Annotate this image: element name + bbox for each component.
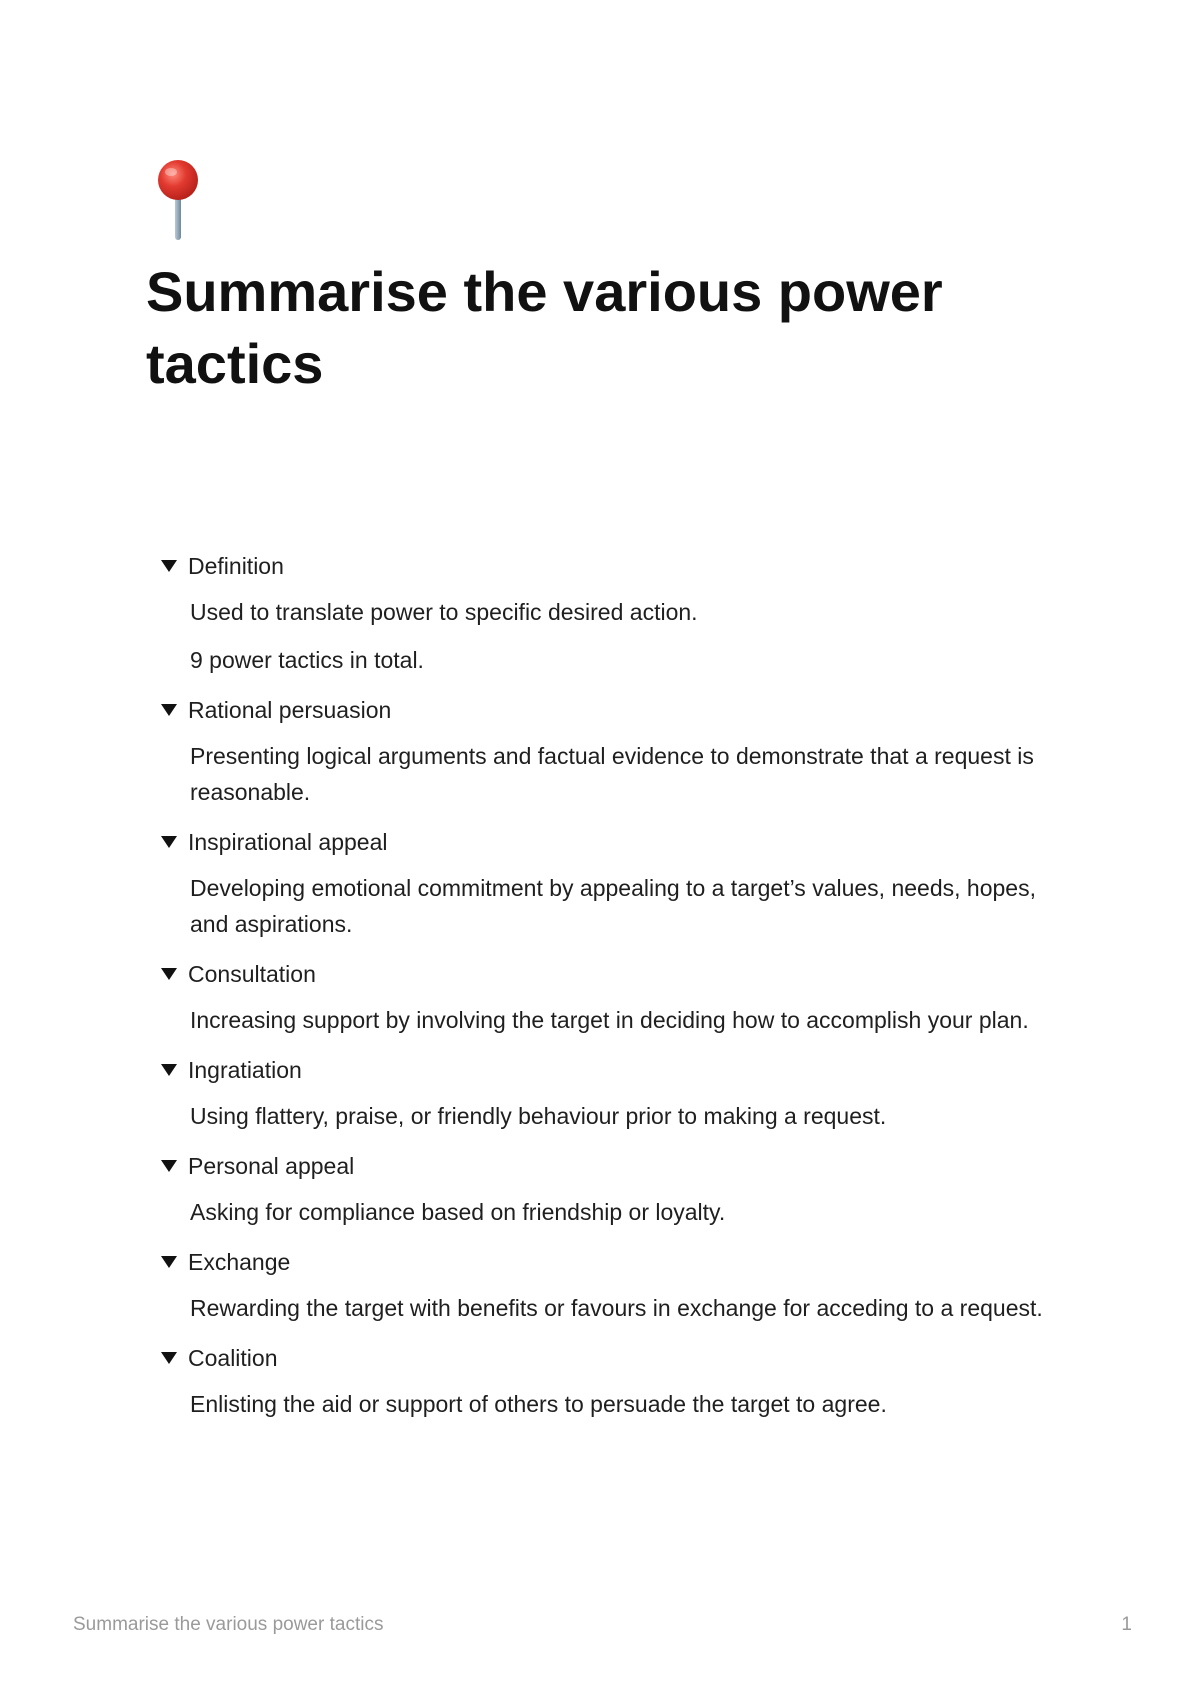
toggle-block xyxy=(160,1244,1080,1326)
toggle-content xyxy=(160,992,1080,1038)
toggle-paragraph: Enlisting the aid or support of others to persuade the target to agree. xyxy=(190,1391,887,1417)
toggle-block xyxy=(160,692,1080,810)
toggle-paragraph: Using flattery, praise, or friendly behaviour prior to making a request. xyxy=(190,1103,887,1129)
toggle-header[interactable] xyxy=(160,1052,1080,1088)
toggle-block xyxy=(160,1052,1080,1134)
page-title: Summarise the various power tactics xyxy=(146,260,943,395)
toggle-label: Rational persuasion xyxy=(188,697,392,723)
triangle-down-icon[interactable] xyxy=(160,548,188,584)
toggle-block xyxy=(160,548,1080,678)
toggle-header[interactable] xyxy=(160,1340,1080,1376)
toggle-header[interactable] xyxy=(160,824,1080,860)
toggle-paragraph: 9 power tactics in total. xyxy=(190,647,424,673)
triangle-down-icon[interactable] xyxy=(160,1052,188,1088)
triangle-down-icon[interactable] xyxy=(160,1244,188,1280)
toggle-paragraph: Increasing support by involving the target in deciding how to accomplish your plan. xyxy=(190,1007,1029,1033)
toggle-paragraph: Rewarding the target with benefits or favours in exchange for acceding to a request. xyxy=(190,1295,1043,1321)
toggle-block xyxy=(160,1148,1080,1230)
toggle-paragraph: Presenting logical arguments and factual evidence to demonstrate that a request is reasonable. xyxy=(190,743,1034,805)
pushpin-icon xyxy=(158,158,218,242)
toggle-header[interactable] xyxy=(160,548,1080,584)
toggle-content xyxy=(160,1088,1080,1134)
toggle-content xyxy=(160,860,1080,942)
toggle-paragraph: Developing emotional commitment by appealing to a target’s values, needs, hopes, and aspirations. xyxy=(190,875,1036,937)
toggle-content xyxy=(160,1184,1080,1230)
toggle-label: Inspirational appeal xyxy=(188,829,388,855)
toggle-content xyxy=(160,1376,1080,1422)
toggle-label: Exchange xyxy=(188,1249,291,1275)
toggle-list xyxy=(160,548,1080,1436)
toggle-label: Personal appeal xyxy=(188,1153,355,1179)
toggle-block xyxy=(160,1340,1080,1422)
triangle-down-icon[interactable] xyxy=(160,1148,188,1184)
footer-page-number: 1 xyxy=(1121,1614,1132,1635)
toggle-label: Ingratiation xyxy=(188,1057,302,1083)
toggle-header[interactable] xyxy=(160,692,1080,728)
toggle-paragraph: Asking for compliance based on friendship or loyalty. xyxy=(190,1199,726,1225)
toggle-block xyxy=(160,956,1080,1038)
toggle-header[interactable] xyxy=(160,1244,1080,1280)
toggle-paragraph: Used to translate power to specific desired action. xyxy=(190,599,698,625)
toggle-label: Consultation xyxy=(188,961,316,987)
triangle-down-icon[interactable] xyxy=(160,1340,188,1376)
triangle-down-icon[interactable] xyxy=(160,692,188,728)
toggle-content xyxy=(160,584,1080,678)
footer-title: Summarise the various power tactics xyxy=(73,1614,384,1635)
toggle-content xyxy=(160,728,1080,810)
toggle-label: Definition xyxy=(188,553,284,579)
toggle-header[interactable] xyxy=(160,956,1080,992)
toggle-header[interactable] xyxy=(160,1148,1080,1184)
toggle-content xyxy=(160,1280,1080,1326)
triangle-down-icon[interactable] xyxy=(160,956,188,992)
triangle-down-icon[interactable] xyxy=(160,824,188,860)
toggle-label: Coalition xyxy=(188,1345,278,1371)
toggle-block xyxy=(160,824,1080,942)
